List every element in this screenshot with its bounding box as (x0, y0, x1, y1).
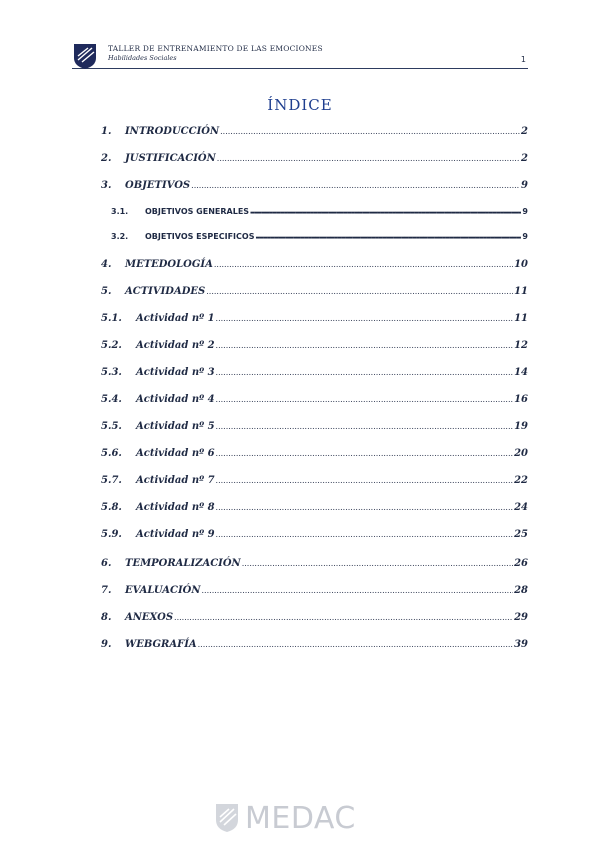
toc-dot-leader (242, 559, 513, 568)
toc-entry-number: 5.7. (101, 475, 122, 486)
toc-entry-label: TEMPORALIZACIÓN (125, 558, 241, 569)
toc-entry[interactable] (101, 558, 528, 572)
header-title: TALLER DE ENTRENAMIENTO DE LAS EMOCIONES (108, 44, 323, 53)
toc-entry[interactable] (101, 585, 528, 599)
toc-dot-leader (206, 287, 513, 296)
toc-entry-page: 12 (514, 340, 528, 351)
toc-title: ÍNDICE (267, 96, 333, 114)
toc-entry-page: 20 (514, 448, 528, 459)
page-number: 1 (520, 55, 526, 64)
toc-entry-page: 22 (514, 475, 528, 486)
toc-entry[interactable] (101, 612, 528, 626)
toc-entry-label: EVALUACIÓN (125, 585, 201, 596)
toc-entry-number: 3. (101, 180, 112, 191)
toc-entry-label: ACTIVIDADES (125, 286, 206, 297)
toc-entry[interactable] (101, 286, 528, 300)
medac-shield-logo (72, 42, 98, 70)
toc-entry[interactable] (101, 421, 528, 435)
toc-dot-leader (250, 207, 521, 216)
toc-entry-page: 26 (514, 558, 528, 569)
header-subtitle: Habilidades Sociales (108, 54, 177, 62)
toc-entry-number: 5.4. (101, 394, 122, 405)
toc-entry-number: 7. (101, 585, 112, 596)
toc-entry-page: 2 (521, 153, 528, 164)
toc-dot-leader (216, 422, 514, 431)
toc-dot-leader (216, 341, 514, 350)
toc-entry-label: Actividad nº 7 (136, 475, 215, 486)
toc-entry[interactable] (101, 340, 528, 354)
toc-entry[interactable] (101, 529, 528, 543)
toc-entry-label: INTRODUCCIÓN (125, 126, 220, 137)
toc-entry-page: 9 (522, 207, 528, 216)
toc-dot-leader (191, 181, 520, 190)
toc-entry[interactable] (101, 232, 528, 246)
toc-entry-label: Actividad nº 1 (136, 313, 215, 324)
toc-dot-leader (220, 127, 520, 136)
toc-entry-label: OBJETIVOS GENERALES (145, 207, 250, 216)
toc-entry-page: 9 (522, 232, 528, 241)
toc-entry-number: 9. (101, 639, 112, 650)
toc-dot-leader (214, 260, 513, 269)
toc-dot-leader (216, 368, 514, 377)
toc-entry-number: 5.1. (101, 313, 122, 324)
toc-entry-page: 2 (521, 126, 528, 137)
toc-entry-number: 1. (101, 126, 112, 137)
toc-entry-label: JUSTIFICACIÓN (125, 153, 216, 164)
toc-entry[interactable] (101, 394, 528, 408)
toc-dot-leader (216, 449, 514, 458)
toc-entry-label: Actividad nº 5 (136, 421, 215, 432)
toc-entry-page: 29 (514, 612, 528, 623)
toc-dot-leader (216, 395, 514, 404)
toc-dot-leader (216, 476, 514, 485)
toc-entry-label: Actividad nº 4 (136, 394, 215, 405)
toc-dot-leader (216, 503, 514, 512)
toc-entry-number: 5.8. (101, 502, 122, 513)
toc-entry-label: Actividad nº 6 (136, 448, 215, 459)
toc-entry-label: Actividad nº 2 (136, 340, 215, 351)
toc-entry-number: 5.6. (101, 448, 122, 459)
toc-entry-page: 10 (514, 259, 528, 270)
toc-entry-page: 11 (514, 286, 528, 297)
toc-entry-label: METEDOLOGÍA (125, 259, 213, 270)
toc-entry-label: Actividad nº 9 (136, 529, 215, 540)
toc-entry-page: 9 (521, 180, 528, 191)
toc-entry[interactable] (101, 153, 528, 167)
toc-entry[interactable] (101, 448, 528, 462)
toc-entry-page: 39 (514, 639, 528, 650)
toc-entry-number: 6. (101, 558, 112, 569)
toc-dot-leader (217, 154, 520, 163)
toc-entry-page: 19 (514, 421, 528, 432)
toc-dot-leader (202, 586, 514, 595)
toc-entry-number: 8. (101, 612, 112, 623)
footer-logo-text: MEDAC (245, 800, 356, 836)
toc-entry-number: 5.5. (101, 421, 122, 432)
toc-entry[interactable] (101, 313, 528, 327)
footer-logo (215, 800, 375, 836)
toc-entry-page: 14 (514, 367, 528, 378)
toc-entry[interactable] (101, 639, 528, 653)
toc-entry-label: Actividad nº 8 (136, 502, 215, 513)
toc-entry-number: 3.1. (111, 207, 129, 216)
toc-entry-number: 3.2. (111, 232, 129, 241)
toc-dot-leader (255, 232, 521, 241)
toc-entry[interactable] (101, 367, 528, 381)
toc-entry-number: 5.9. (101, 529, 122, 540)
toc-entry[interactable] (101, 475, 528, 489)
toc-entry-number: 5. (101, 286, 112, 297)
toc-entry-number: 2. (101, 153, 112, 164)
toc-dot-leader (174, 613, 513, 622)
toc-entry-page: 24 (514, 502, 528, 513)
toc-entry[interactable] (101, 207, 528, 221)
toc-entry-label: OBJETIVOS (125, 180, 191, 191)
toc-entry[interactable] (101, 259, 528, 273)
toc-entry-page: 25 (514, 529, 528, 540)
toc-entry-number: 4. (101, 259, 112, 270)
medac-footer-shield-icon (215, 803, 239, 833)
toc-entry-label: OBJETIVOS ESPECIFICOS (145, 232, 255, 241)
toc-entry-label: Actividad nº 3 (136, 367, 215, 378)
toc-entry-page: 11 (514, 313, 528, 324)
toc-entry-page: 28 (514, 585, 528, 596)
toc-dot-leader (198, 640, 513, 649)
toc-entry-label: WEBGRAFÍA (125, 639, 197, 650)
toc-entry-number: 5.3. (101, 367, 122, 378)
toc-entry-page: 16 (514, 394, 528, 405)
toc-dot-leader (216, 314, 514, 323)
page-header (72, 44, 528, 69)
toc-entry[interactable] (101, 180, 528, 194)
toc-entry-label: ANEXOS (125, 612, 174, 623)
toc-entry[interactable] (101, 502, 528, 516)
toc-entry[interactable] (101, 126, 528, 140)
toc-dot-leader (216, 530, 514, 539)
toc-entry-number: 5.2. (101, 340, 122, 351)
